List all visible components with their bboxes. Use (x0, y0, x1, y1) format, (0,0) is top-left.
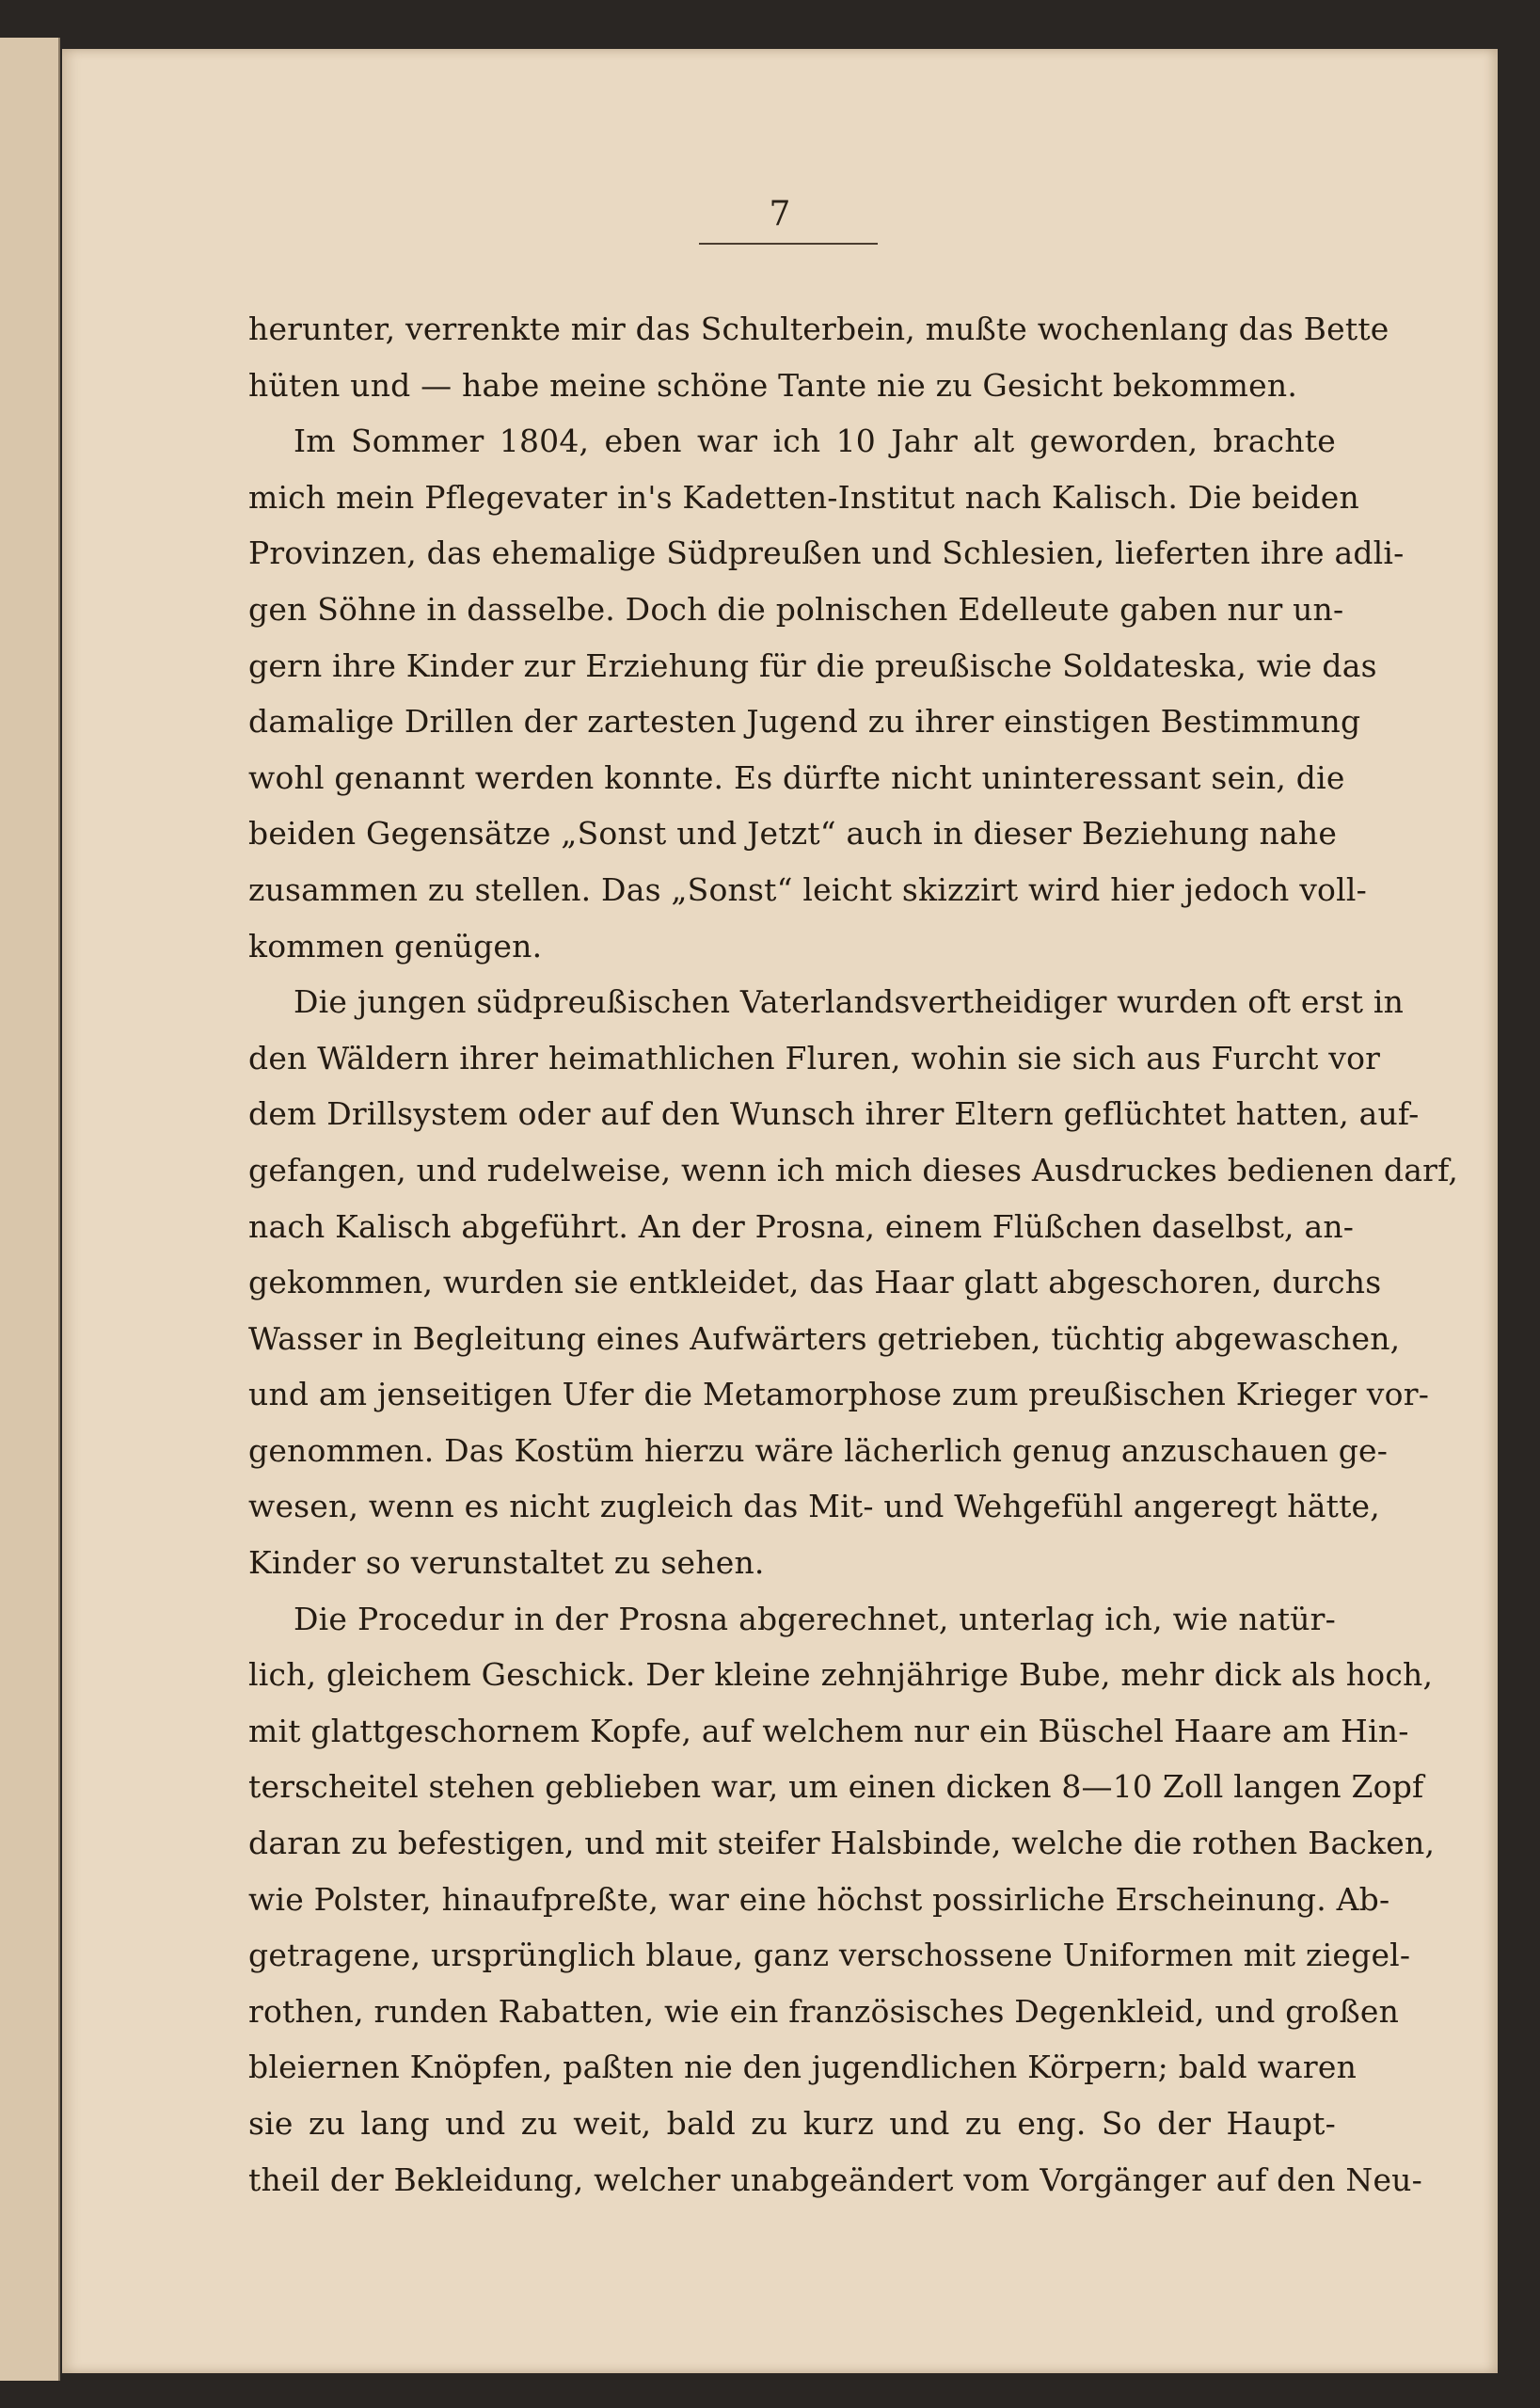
body-text (248, 301, 1459, 2208)
text-line: mit glattgeschornem Kopfe, auf welchem nur ein Büschel Haare am Hin- (248, 1712, 1409, 1749)
text-line: bleiernen Knöpfen, paßten nie den jugendlichen Körpern; bald waren (248, 2049, 1357, 2086)
text-line: herunter, verrenkte mir das Schulterbein, mußte wochenlang das Bette (248, 311, 1389, 347)
text-line: terscheitel stehen geblieben war, um einen dicken 8—10 Zoll langen Zopf (248, 1768, 1424, 1806)
text-line: hüten und — habe meine schöne Tante nie zu Gesicht bekommen. (248, 366, 1298, 404)
text-line: gern ihre Kinder zur Erziehung für die preußische Soldateska, wie das (248, 646, 1377, 684)
text-line: genommen. Das Kostüm hierzu wäre lächerlich genug anzuschauen ge- (248, 1431, 1389, 1469)
text-line: daran zu befestigen, und mit steifer Halsbinde, welche die rothen Backen, (248, 1825, 1436, 1862)
text-line: Die jungen südpreußischen Vaterlandsvertheidiger wurden oft erst in (294, 983, 1405, 1021)
page-number: 7 (769, 195, 791, 233)
text-line: damalige Drillen der zartesten Jugend zu ihrer einstigen Bestimmung (248, 703, 1361, 741)
text-line: wesen, wenn es nicht zugleich das Mit- und Wehgefühl angeregt hätte, (248, 1488, 1380, 1525)
text-line: dem Drillsystem oder auf den Wunsch ihrer Eltern geflüchtet hatten, auf- (248, 1095, 1420, 1133)
text-line: Im Sommer 1804, eben war ich 10 Jahr alt geworden, brachte (294, 423, 1336, 460)
text-line: den Wäldern ihrer heimathlichen Fluren, wohin sie sich aus Furcht vor (248, 1039, 1381, 1076)
text-line: kommen genügen. (248, 927, 543, 965)
text-line: und am jenseitigen Ufer die Metamorphose zum preußischen Krieger vor- (248, 1376, 1430, 1413)
text-line: lich, gleichem Geschick. Der kleine zehnjährige Bube, mehr dick als hoch, (248, 1656, 1434, 1694)
text-line: Wasser in Begleitung eines Aufwärters getrieben, tüchtig abgewaschen, (248, 1319, 1401, 1357)
text-line: wohl genannt werden konnte. Es dürfte nicht uninteressant sein, die (248, 758, 1345, 796)
header-rule (699, 243, 878, 245)
text-line: gefangen, und rudelweise, wenn ich mich dieses Ausdruckes bedienen darf, (248, 1151, 1459, 1188)
text-line: sie zu lang und zu weit, bald zu kurz und zu eng. So der Haupt- (248, 2105, 1336, 2142)
text-line: theil der Bekleidung, welcher unabgeändert vom Vorgänger auf den Neu- (248, 2161, 1422, 2198)
text-line: getragene, ursprünglich blaue, ganz verschossene Uniformen mit ziegel- (248, 1937, 1411, 1974)
text-line: beiden Gegensätze „Sonst und Jetzt“ auch in dieser Beziehung nahe (248, 815, 1338, 853)
text-line: wie Polster, hinaufpreßte, war eine höchst possirliche Erscheinung. Ab- (248, 1880, 1390, 1918)
text-line: gekommen, wurden sie entkleidet, das Haar glatt abgeschoren, durchs (248, 1264, 1382, 1301)
text-line: mich mein Pflegevater in's Kadetten-Institut nach Kalisch. Die beiden (248, 478, 1359, 516)
text-line: zusammen zu stellen. Das „Sonst“ leicht skizzirt wird hier jedoch voll- (248, 870, 1367, 908)
text-line: Provinzen, das ehemalige Südpreußen und Schlesien, lieferten ihre adli- (248, 534, 1405, 572)
text-line: rothen, runden Rabatten, wie ein französisches Degenkleid, und großen (248, 1992, 1400, 2030)
text-line: gen Söhne in dasselbe. Doch die polnischen Edelleute gaben nur un- (248, 590, 1344, 628)
text-line: Die Procedur in der Prosna abgerechnet, unterlag ich, wie natür- (294, 1600, 1336, 1637)
text-line: nach Kalisch abgeführt. An der Prosna, einem Flüßchen daselbst, an- (248, 1207, 1355, 1245)
text-line: Kinder so verunstaltet zu sehen. (248, 1544, 765, 1582)
book-page (62, 49, 1498, 2373)
adjacent-page-edge (0, 38, 60, 2381)
